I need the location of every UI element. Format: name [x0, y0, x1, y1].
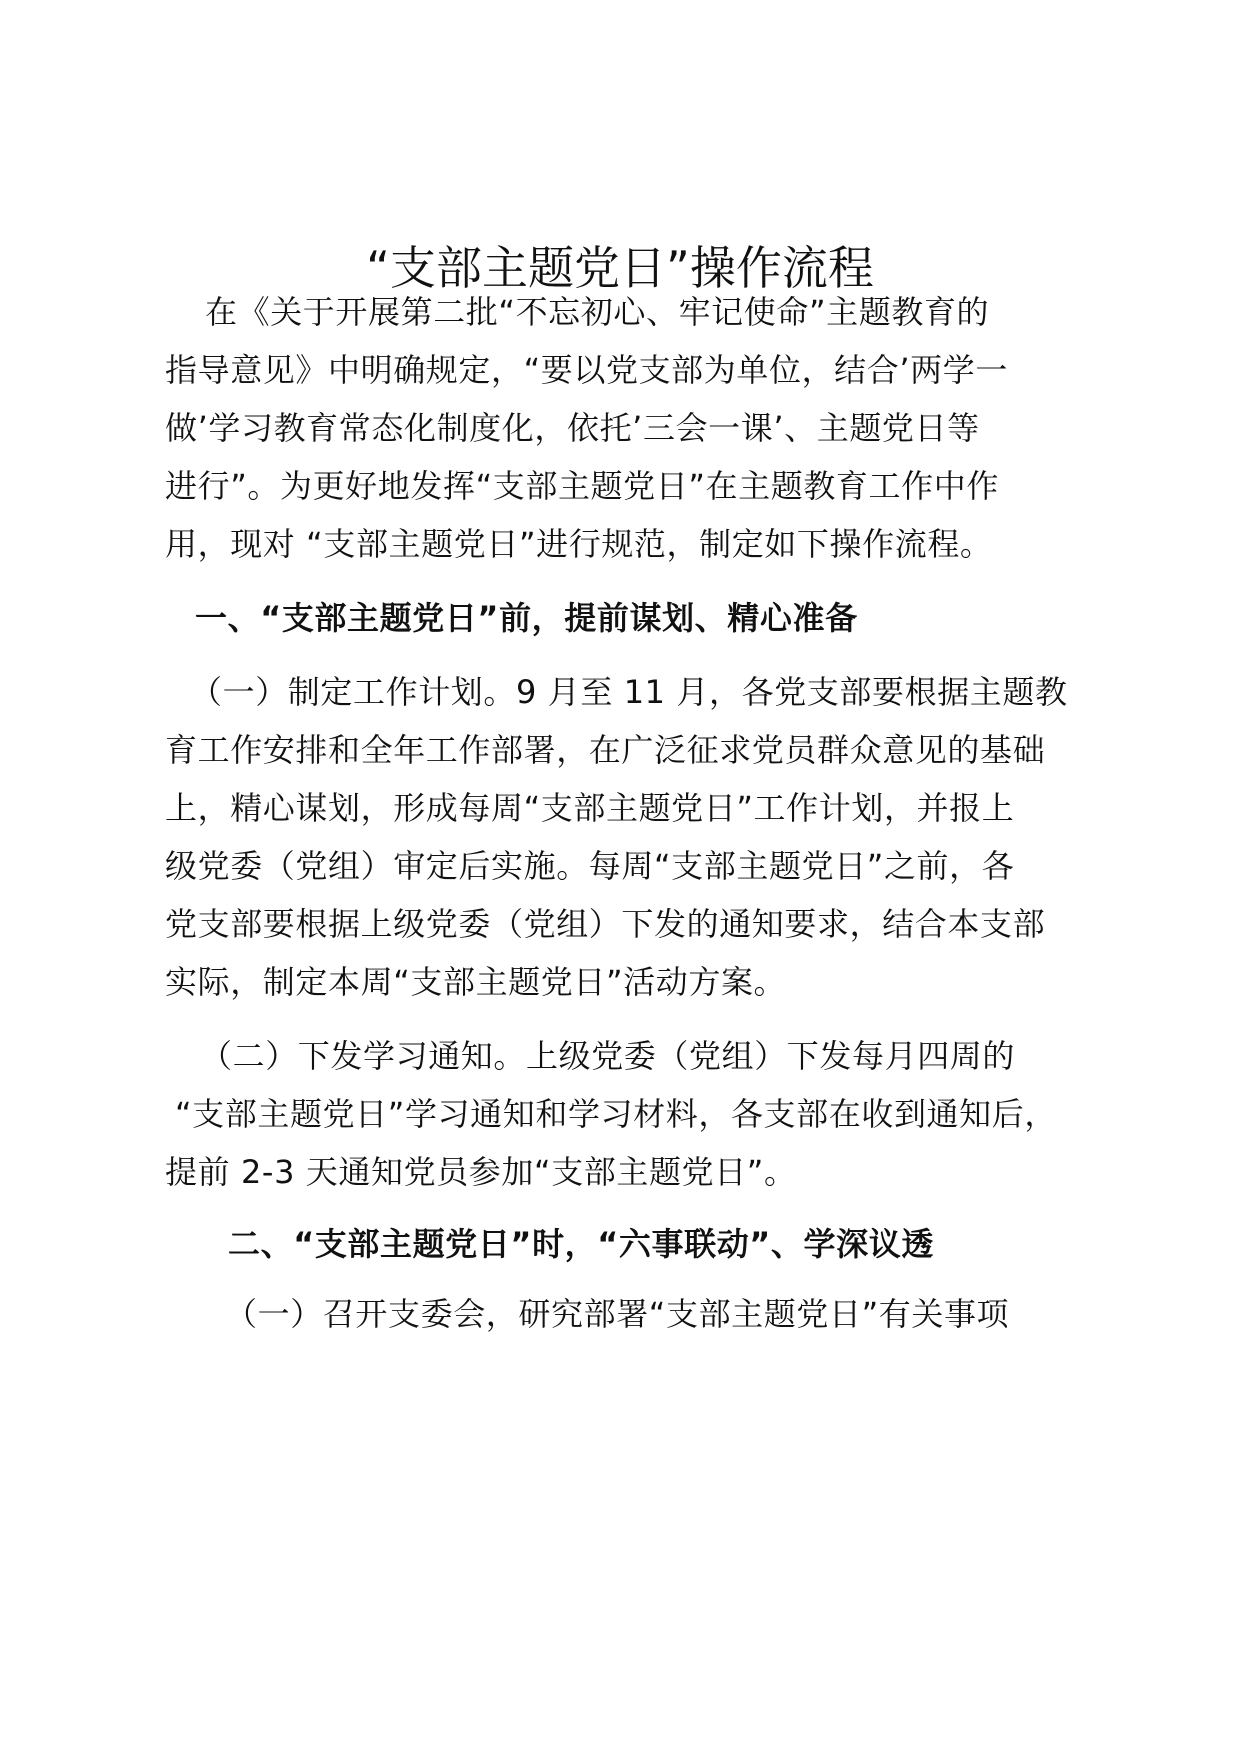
paragraph-line: 党支部要根据上级党委（党组）下发的通知要求，结合本支部: [165, 905, 1046, 943]
document-title: “支部主题党日”操作流程: [366, 241, 874, 295]
paragraph-line: 做’学习教育常态化制度化，依托’三会一课’、主题党日等: [165, 409, 980, 447]
paragraph-line: “支部主题党日”学习通知和学习材料，各支部在收到通知后，: [175, 1095, 1057, 1133]
subsection-heading: （一）召开支委会，研究部署“支部主题党日”有关事项: [225, 1295, 1010, 1333]
section-heading-2: 二、“支部主题党日”时，“六事联动”、学深议透: [228, 1225, 934, 1263]
paragraph-line: 在《关于开展第二批“不忘初心、牢记使命”主题教育的: [205, 293, 990, 331]
section-heading-1: 一、“支部主题党日”前，提前谋划、精心准备: [195, 599, 858, 637]
paragraph-line: 实际，制定本周“支部主题党日”活动方案。: [165, 963, 787, 1001]
paragraph-line: 提前 2-3 天通知党员参加“支部主题党日”。: [165, 1153, 797, 1191]
paragraph-line: 指导意见》中明确规定，“要以党支部为单位，结合’两学一: [165, 351, 1008, 389]
paragraph-line: （一）制定工作计划。9 月至 11 月，各党支部要根据主题教: [190, 673, 1068, 711]
paragraph-line: 级党委（党组）审定后实施。每周“支部主题党日”之前，各: [165, 847, 1015, 885]
paragraph-line: 用，现对 “支部主题党日”进行规范，制定如下操作流程。: [165, 525, 993, 563]
paragraph-line: 育工作安排和全年工作部署，在广泛征求党员群众意见的基础: [165, 731, 1046, 769]
paragraph-line: （二）下发学习通知。上级党委（党组）下发每月四周的: [200, 1037, 1016, 1075]
paragraph-line: 进行”。为更好地发挥“支部主题党日”在主题教育工作中作: [165, 467, 999, 505]
paragraph-line: 上，精心谋划，形成每周“支部主题党日”工作计划，并报上: [165, 789, 1015, 827]
